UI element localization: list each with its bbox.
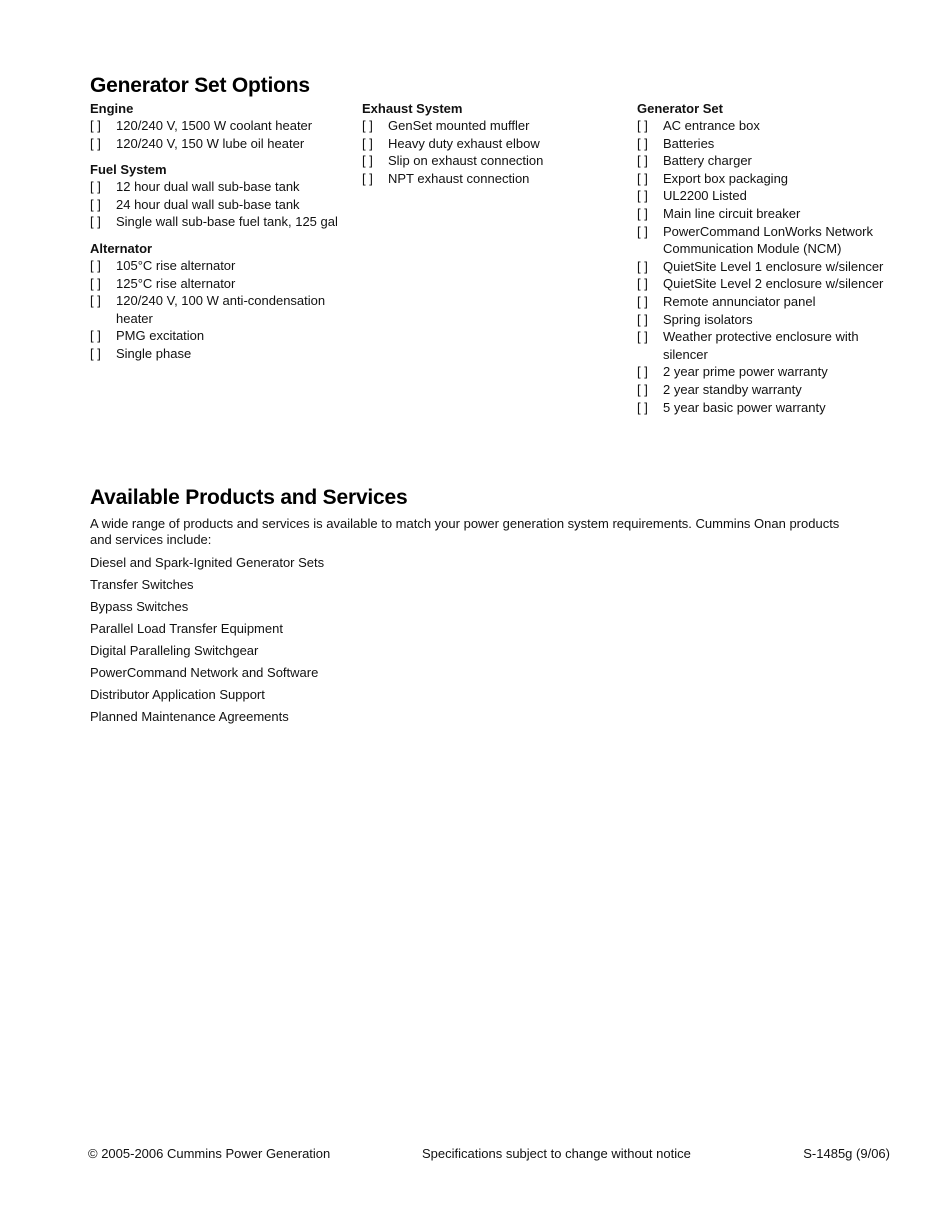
option-label: 120/240 V, 100 W anti-condensation heater <box>116 293 326 326</box>
option-label: 105°C rise alternator <box>116 257 236 273</box>
option-item <box>90 135 350 153</box>
options-column-3 <box>637 100 892 425</box>
option-label: QuietSite Level 2 enclosure w/silencer <box>663 276 884 292</box>
option-item <box>637 205 892 223</box>
checkbox-marker: [ ] <box>637 135 648 151</box>
checkbox-marker: [ ] <box>90 214 101 230</box>
option-label: Weather protective enclosure with silencer <box>663 329 859 362</box>
product-item: Transfer Switches <box>90 577 194 592</box>
checkbox-marker: [ ] <box>362 170 373 186</box>
option-item <box>637 135 892 153</box>
checkbox-marker: [ ] <box>362 153 373 169</box>
option-item <box>90 196 350 214</box>
option-label: Heavy duty exhaust elbow <box>388 135 540 151</box>
footer-notice: Specifications subject to change without notice <box>422 1146 691 1161</box>
option-label: UL2200 Listed <box>663 188 747 204</box>
checkbox-marker: [ ] <box>637 153 648 169</box>
footer-doc-id: S-1485g (9/06) <box>803 1146 890 1161</box>
option-item <box>362 152 602 170</box>
option-item <box>637 258 892 276</box>
section-title: Engine <box>90 101 134 116</box>
option-label: 120/240 V, 150 W lube oil heater <box>116 135 305 151</box>
option-item <box>90 213 350 231</box>
option-label: Slip on exhaust connection <box>388 153 544 169</box>
products-list <box>90 552 324 728</box>
option-label: QuietSite Level 1 enclosure w/silencer <box>663 258 884 274</box>
option-label: Spring isolators <box>663 311 753 327</box>
services-intro: A wide range of products and services is available to match your power generation system requirements. Cummins Onan products and services include: <box>90 516 840 547</box>
checkbox-marker: [ ] <box>637 381 648 397</box>
section-exhaust-system <box>362 100 602 187</box>
option-item <box>637 328 892 363</box>
checkbox-marker: [ ] <box>90 293 101 309</box>
option-item <box>637 311 892 329</box>
option-item <box>637 399 892 417</box>
option-item <box>90 178 350 196</box>
checkbox-marker: [ ] <box>637 258 648 274</box>
option-item <box>637 170 892 188</box>
section-fuel-system <box>90 161 350 231</box>
section-engine <box>90 100 350 152</box>
option-label: 2 year standby warranty <box>663 381 802 397</box>
checkbox-marker: [ ] <box>637 364 648 380</box>
product-item: Diesel and Spark-Ignited Generator Sets <box>90 555 325 570</box>
option-label: Batteries <box>663 135 715 151</box>
option-label: Export box packaging <box>663 170 789 186</box>
options-column-1 <box>90 100 350 372</box>
section-alternator <box>90 240 350 363</box>
checkbox-marker: [ ] <box>637 399 648 415</box>
checkbox-marker: [ ] <box>90 118 101 133</box>
option-label: Remote annunciator panel <box>663 293 816 309</box>
option-item <box>362 117 602 135</box>
option-item <box>90 117 350 135</box>
section-title: Alternator <box>90 240 153 256</box>
option-item <box>637 363 892 381</box>
option-label: 24 hour dual wall sub-base tank <box>116 196 300 212</box>
checkbox-marker: [ ] <box>637 205 648 221</box>
product-item: Distributor Application Support <box>90 687 265 702</box>
checkbox-marker: [ ] <box>362 118 373 133</box>
checkbox-marker: [ ] <box>90 257 101 273</box>
checkbox-marker: [ ] <box>90 196 101 212</box>
option-label: 125°C rise alternator <box>116 275 236 291</box>
checkbox-marker: [ ] <box>637 293 648 309</box>
checkbox-marker: [ ] <box>637 276 648 292</box>
checkbox-marker: [ ] <box>90 179 101 195</box>
option-item <box>90 327 350 345</box>
section-title: Exhaust System <box>362 101 463 116</box>
option-label: AC entrance box <box>663 118 760 133</box>
options-column-2 <box>362 100 602 196</box>
product-item: PowerCommand Network and Software <box>90 665 319 680</box>
option-label: Single wall sub-base fuel tank, 125 gal <box>116 214 338 230</box>
option-item <box>637 293 892 311</box>
product-item: Planned Maintenance Agreements <box>90 709 289 724</box>
section-title: Fuel System <box>90 162 167 178</box>
footer-copyright: © 2005-2006 Cummins Power Generation <box>88 1146 331 1161</box>
checkbox-marker: [ ] <box>90 135 101 151</box>
checkbox-marker: [ ] <box>637 223 648 239</box>
option-label: NPT exhaust connection <box>388 170 530 186</box>
option-label: 12 hour dual wall sub-base tank <box>116 179 300 195</box>
option-label: 5 year basic power warranty <box>663 399 826 415</box>
option-item <box>637 187 892 205</box>
option-label: 120/240 V, 1500 W coolant heater <box>116 118 313 133</box>
product-item: Bypass Switches <box>90 599 189 614</box>
option-item <box>90 292 350 327</box>
option-label: Single phase <box>116 345 192 361</box>
product-item: Digital Paralleling Switchgear <box>90 643 259 658</box>
option-item <box>90 345 350 363</box>
checkbox-marker: [ ] <box>90 328 101 344</box>
option-item <box>90 257 350 275</box>
product-item: Parallel Load Transfer Equipment <box>90 621 283 636</box>
option-item <box>90 275 350 293</box>
option-label: PowerCommand LonWorks Network Communication Module (NCM) <box>663 223 873 257</box>
option-item <box>637 223 892 258</box>
option-item <box>362 135 602 153</box>
options-heading: Generator Set Options <box>90 74 310 97</box>
checkbox-marker: [ ] <box>637 188 648 204</box>
section-title: Generator Set <box>637 101 723 116</box>
checkbox-marker: [ ] <box>362 135 373 151</box>
option-item <box>637 381 892 399</box>
option-item <box>637 117 892 135</box>
option-label: Battery charger <box>663 153 752 169</box>
checkbox-marker: [ ] <box>637 118 648 133</box>
option-label: PMG excitation <box>116 328 205 344</box>
option-item <box>637 152 892 170</box>
section-generator-set <box>637 100 892 416</box>
services-heading: Available Products and Services <box>90 486 408 509</box>
checkbox-marker: [ ] <box>637 311 648 327</box>
option-item <box>637 275 892 293</box>
checkbox-marker: [ ] <box>90 345 101 361</box>
checkbox-marker: [ ] <box>637 329 648 345</box>
option-label: 2 year prime power warranty <box>663 364 828 380</box>
option-label: GenSet mounted muffler <box>388 118 530 133</box>
option-label: Main line circuit breaker <box>663 205 801 221</box>
checkbox-marker: [ ] <box>637 170 648 186</box>
option-item <box>362 170 602 188</box>
checkbox-marker: [ ] <box>90 275 101 291</box>
